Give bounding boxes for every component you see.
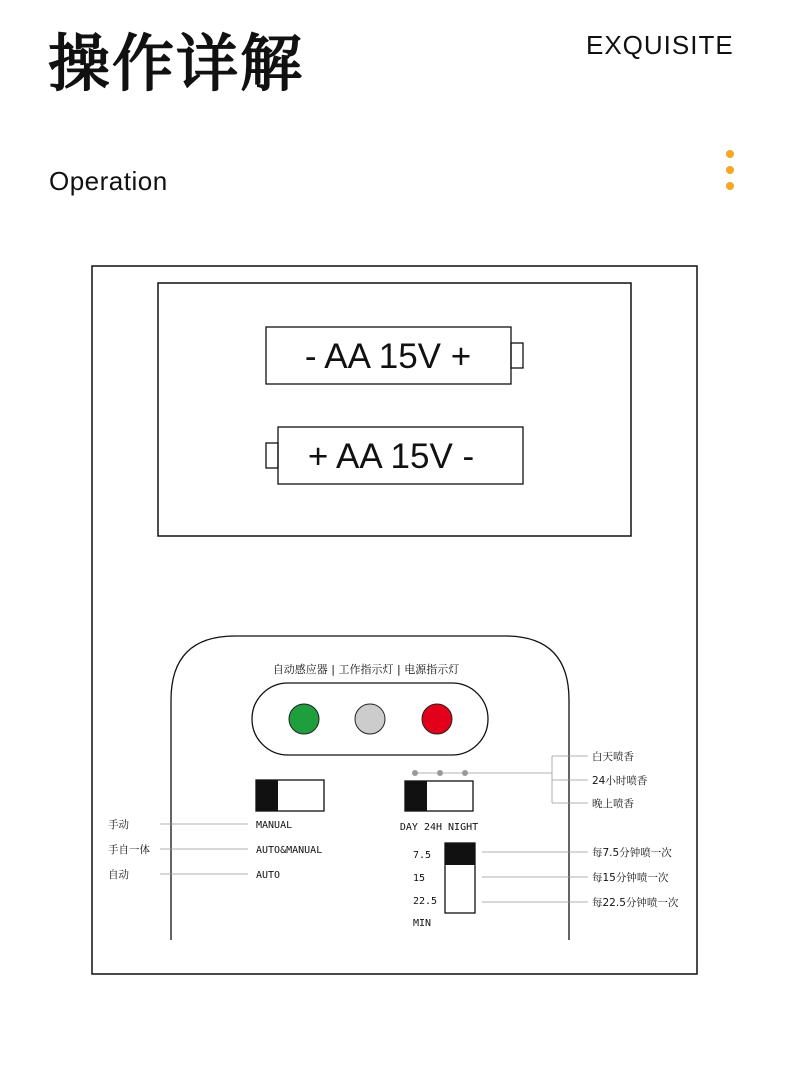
interval-value-7-5: 7.5 — [413, 850, 432, 861]
time-option-night: 晚上喷香 — [592, 798, 634, 810]
mode-label-auto-manual-cn: 手自一体 — [108, 844, 150, 856]
battery-compartment — [158, 283, 631, 536]
interval-unit: MIN — [413, 918, 432, 929]
time-option-day: 白天喷香 — [592, 751, 634, 763]
time-switch[interactable] — [405, 781, 473, 811]
battery-bottom-label: + AA 15V - — [307, 437, 475, 476]
indicator-header: 自动感应器 | 工作指示灯 | 电源指示灯 — [272, 663, 460, 676]
mode-label-manual-cn: 手动 — [108, 819, 129, 831]
battery-top-label: - AA 15V + — [304, 337, 472, 376]
mode-label-auto-cn: 自动 — [108, 869, 129, 881]
power-indicator-light — [422, 704, 452, 734]
page-title: 操作详解 — [48, 27, 305, 100]
interval-option-7-5: 每7.5分钟喷一次 — [592, 847, 672, 859]
interval-value-22-5: 22.5 — [413, 896, 438, 907]
mode-option-auto: AUTO — [256, 870, 281, 881]
battery-top — [266, 327, 523, 384]
sensor-indicator-light — [289, 704, 319, 734]
brand-label: EXQUISITE — [586, 30, 734, 60]
mode-switch[interactable] — [256, 780, 324, 811]
interval-switch[interactable] — [445, 843, 475, 913]
mode-option-manual: MANUAL — [256, 820, 293, 831]
battery-bottom — [266, 427, 523, 484]
mode-option-auto-manual: AUTO&MANUAL — [256, 845, 323, 856]
interval-option-15: 每15分钟喷一次 — [592, 872, 669, 884]
section-subtitle: Operation — [49, 166, 168, 196]
interval-option-22-5: 每22.5分钟喷一次 — [592, 897, 679, 909]
control-panel-outline — [171, 636, 569, 940]
work-indicator-light — [355, 704, 385, 734]
interval-value-15: 15 — [413, 873, 426, 884]
time-option-24h: 24小时喷香 — [592, 775, 648, 787]
time-switch-label: DAY 24H NIGHT — [399, 822, 479, 833]
